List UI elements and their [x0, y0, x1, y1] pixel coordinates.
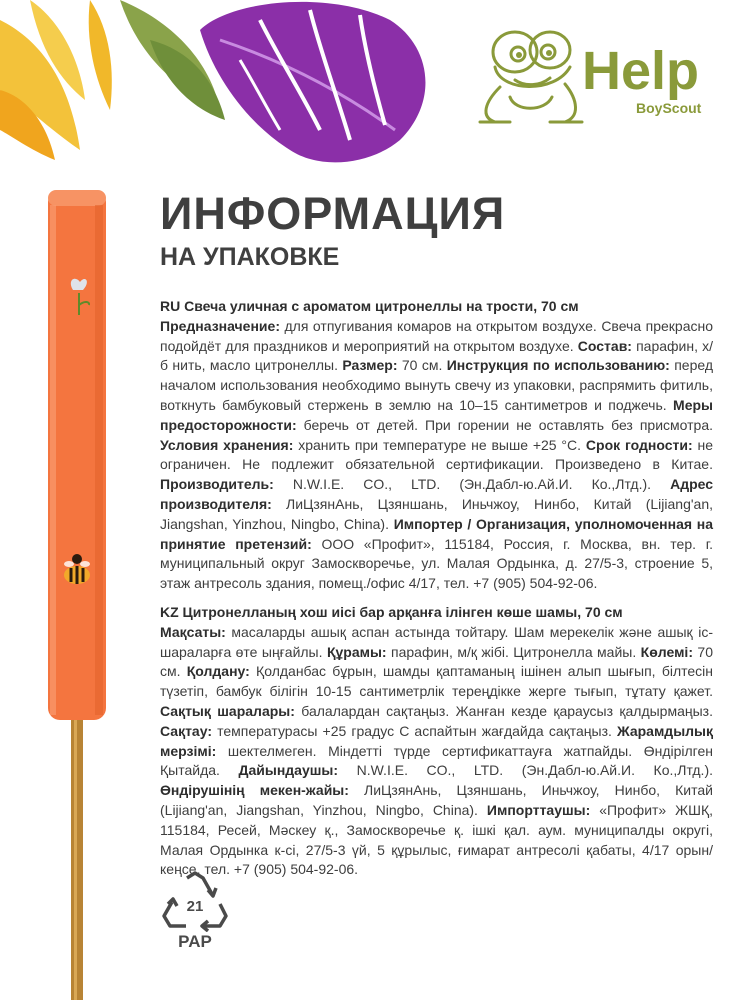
ru-section: [160, 297, 713, 594]
kz-safety-text: балалардан сақтаңыз. Жанған кезде қараусыз қалдырмаңыз.: [294, 702, 713, 719]
ru-storage-text: хранить при температуре не выше +25 °С.: [293, 436, 582, 453]
ru-purpose-label: Предназначение:: [160, 317, 280, 334]
ru-shelf-label: Срок годности:: [585, 436, 693, 453]
ru-manufacturer-label: Производитель:: [160, 476, 274, 493]
kz-manufacturer-text: N.W.I.E. CO., LTD. (Эн.Дабл-ю.Ай.И. Ко.,Лтд.).: [338, 762, 713, 779]
kz-validity-text: шектелмеген. Міндетті түрде сертификаттауға жатпайды. Өндірілген Қытайда.: [160, 742, 713, 779]
ru-body: [160, 317, 713, 594]
kz-safety-label: Сақтық шаралары:: [160, 702, 295, 719]
yellow-leaf-icon: [0, 0, 112, 160]
ru-size-text: 70 см.: [397, 357, 443, 374]
kz-composition-text: парафин, м/қ жібі. Цитронелла майы.: [386, 643, 637, 660]
ru-manufacturer-text: N.W.I.E. CO., LTD. (Эн.Дабл-ю.Ай.И. Ко.,Лтд.).: [273, 476, 652, 493]
citronella-candle-image: [35, 185, 125, 1000]
brand-name: Help: [582, 41, 700, 101]
page-title: ИНФОРМАЦИЯ: [160, 188, 506, 239]
ru-composition-text: парафин, х/б нить, масло цитронеллы.: [160, 337, 713, 374]
kz-purpose-text: масаларды ашық аспан астында тойтару. Шам мерекелік және ашық іс-шараларға өте ыңғайлы.: [160, 623, 713, 660]
kz-address-text: ЛиЦзянАнь, Цзяншань, Иньчжоу, Нинбо, Китай (Lijiang'an, Jiangshan, Yinzhou, Ningbo, China).: [160, 782, 713, 818]
kz-storage-text: температурасы +25 градус С аспайтын жағдайда сақтаңыз.: [211, 722, 612, 739]
kz-body: [160, 623, 713, 880]
kz-usage-label: Қолдану:: [186, 663, 250, 680]
ru-address-label: Адрес производителя:: [160, 476, 714, 512]
green-leaf-icon: [120, 0, 225, 120]
kz-importer-text: «Профит» ЖШҚ, 115184, Ресей, Мәскеу қ., Замоскворечье қ. ішкі қал. аум. муниципалды округі, Малая Ордынка к-сі, 27/5-3 үй, 5 құрылыс, ғимарат антресолі қабаты, 4/17 орын/кеңсе, тел. +7 (905) 504-92-06.: [160, 801, 713, 878]
purple-monstera-leaf-icon: [200, 2, 425, 162]
kz-purpose-label: Мақсаты:: [160, 623, 226, 640]
ru-precautions-label: Меры предосторожности:: [160, 396, 714, 433]
tropical-leaves-decoration: [0, 0, 440, 190]
ru-address-text: ЛиЦзянАнь, Цзяншань, Иньчжоу, Нинбо, Китай (Lijiang'an, Jiangshan, Yinzhou, Ningbo, China).: [160, 495, 713, 532]
kz-volume-text: 70 см.: [160, 643, 713, 680]
kz-usage-text: Қолданбас бұрын, шамды қаптаманың ішінен алып шығып, білтесін түзетіп, бамбук білігін 10-15 сантиметрлік тереңдікке жерге тығып, тұтату қажет.: [160, 663, 713, 700]
kz-volume-label: Көлемі:: [640, 643, 693, 660]
kz-address-label: Өндірушінің мекен-жайы:: [160, 782, 349, 799]
recycle-code: 21: [186, 898, 204, 915]
ru-importer-text: ООО «Профит», 115184, Россия, г. Москва, вн. тер. г. муниципальный округ Замоскворечье, ул. Малая Ордынка, д. 27/5-3, строение 5, этаж антресоль здания, помещ./офис 4/17, тел. +7 (905) 504-92-06.: [160, 535, 713, 592]
ru-instructions-text: перед началом использования необходимо вынуть свечу из упаковки, распрямить фитиль, воткнуть бамбуковый стержень в землю на 10–15 сантиметров и поджечь.: [160, 357, 714, 413]
ru-composition-label: Состав:: [577, 337, 632, 354]
frog-icon: [470, 22, 590, 132]
recycle-label: PAP: [178, 932, 212, 951]
ru-heading: RU Свеча уличная с ароматом цитронеллы на трости, 70 см: [160, 298, 579, 314]
kz-composition-label: Құрамы:: [326, 643, 387, 660]
kz-section: [160, 603, 713, 880]
ru-shelf-text: не ограничен. Не подлежит обязательной сертификации. Произведено в Китае.: [160, 436, 713, 473]
ru-size-label: Размер:: [342, 357, 398, 374]
kz-manufacturer-label: Дайындаушы:: [238, 762, 339, 779]
ru-storage-label: Условия хранения:: [160, 436, 294, 453]
kz-storage-label: Сақтау:: [160, 722, 212, 739]
ru-importer-label: Импортер / Организация, уполномоченная на принятие претензий:: [160, 515, 714, 552]
kz-heading: KZ Цитронелланың хош иісі бар арқанға ілінген көше шамы, 70 см: [160, 604, 623, 620]
recycle-symbol: [160, 870, 230, 955]
ru-instructions-label: Инструкция по использованию:: [446, 357, 670, 374]
ru-precautions-text: беречь от детей. При горении не оставлять без присмотра.: [296, 416, 713, 433]
page-subtitle: НА УПАКОВКЕ: [160, 243, 340, 271]
ru-purpose-text: для отпугивания комаров на открытом воздухе. Свеча прекрасно подойдёт для праздников и мероприятий на открытом воздухе.: [160, 317, 713, 354]
kz-importer-label: Импорттаушы:: [486, 801, 591, 818]
brand-subtitle: BoyScout: [636, 100, 702, 116]
kz-validity-label: Жарамдылық мерзімі:: [160, 722, 714, 759]
brand-logo: [470, 22, 720, 132]
